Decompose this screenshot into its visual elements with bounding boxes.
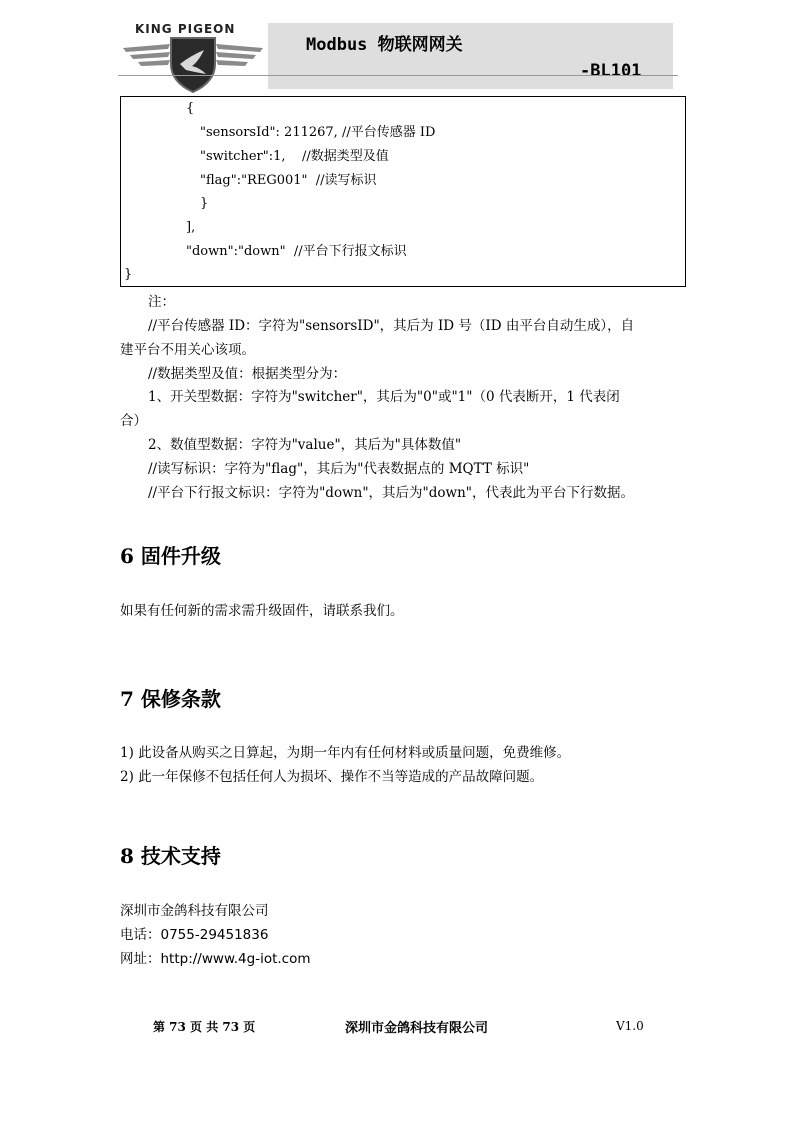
page-number: 第 73 页 共 73 页	[153, 1020, 256, 1034]
heading-support: 8 技术支持	[120, 844, 221, 868]
support-web	[120, 950, 311, 968]
doc-title: Modbus 物联网网关	[306, 35, 463, 55]
support-company: 深圳市金鸽科技有限公司	[120, 903, 269, 919]
code-line: }	[124, 267, 133, 282]
code-line: "flag":"REG001" //读写标识	[200, 173, 377, 188]
code-line: "switcher":1, //数据类型及值	[200, 149, 389, 164]
note-switch-2: 合）	[120, 413, 147, 429]
note-sensor-2: 建平台不用关心该项。	[120, 342, 255, 358]
web-label: 网址：	[120, 951, 161, 967]
code-line: ],	[186, 220, 196, 235]
code-line: {	[186, 101, 195, 116]
note-type-intro: //数据类型及值：根据类型分为：	[148, 366, 347, 382]
warranty-item-1: 1) 此设备从购买之日算起，为期一年内有任何材料或质量问题，免费维修。	[120, 745, 571, 761]
heading-warranty: 7 保修条款	[120, 687, 221, 711]
code-line: "down":"down" //平台下行报文标识	[186, 244, 407, 259]
doc-model: -BL101	[580, 61, 642, 81]
heading-firmware: 6 固件升级	[120, 544, 221, 568]
header-rule	[118, 75, 678, 76]
brand-name: KING PIGEON	[135, 22, 236, 36]
code-line: }	[200, 196, 209, 211]
note-switch-1: 1、开关型数据：字符为"switcher"，其后为"0"或"1"（0 代表断开，1 代表闭	[148, 389, 620, 405]
footer-version: V1.0	[616, 1019, 644, 1033]
warranty-item-2: 2) 此一年保修不包括任何人为损坏、操作不当等造成的产品故障问题。	[120, 769, 544, 785]
code-line: "sensorsId": 211267, //平台传感器 ID	[200, 125, 436, 140]
support-phone	[120, 926, 268, 944]
note-value: 2、数值型数据：字符为"value"，其后为"具体数值"	[148, 437, 462, 453]
footer-company: 深圳市金鸽科技有限公司	[345, 1021, 489, 1036]
notes-label: 注：	[148, 294, 175, 310]
web-link[interactable]: http://www.4g-iot.com	[160, 951, 311, 967]
phone-number: 0755-29451836	[160, 927, 269, 943]
note-down: //平台下行报文标识：字符为"down"，其后为"down"，代表此为平台下行数据。	[148, 485, 634, 501]
firmware-text: 如果有任何新的需求需升级固件，请联系我们。	[120, 603, 404, 619]
note-flag: //读写标识：字符为"flag"，其后为"代表数据点的 MQTT 标识"	[148, 461, 530, 477]
pigeon-logo-icon	[118, 34, 268, 94]
note-sensor-1: //平台传感器 ID：字符为"sensorsID"，其后为 ID 号（ID 由平台自动生成），自	[148, 318, 635, 334]
phone-label: 电话：	[120, 927, 161, 943]
